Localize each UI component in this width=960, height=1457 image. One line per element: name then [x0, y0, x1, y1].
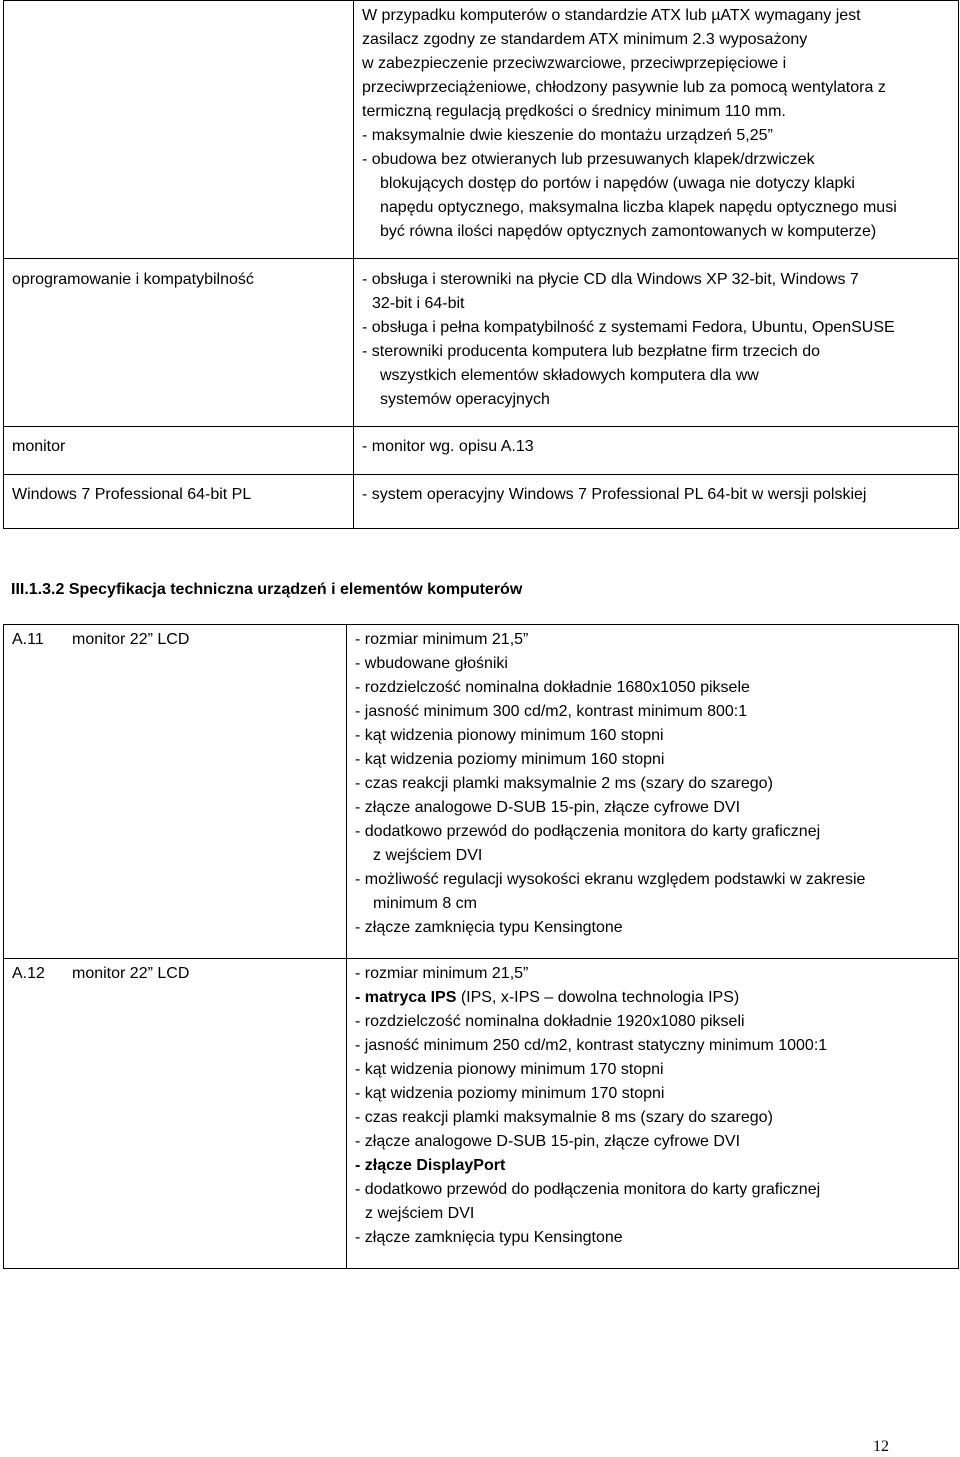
table-row: [4, 625, 959, 959]
value-line: być równa ilości napędów optycznych zamontowanych w komputerze): [380, 223, 877, 240]
value-line: zasilacz zgodny ze standardem ATX minimum 2.3 wyposażony: [362, 31, 808, 48]
spec-line: - złącze analogowe D-SUB 15-pin, złącze cyfrowe DVI: [355, 1133, 741, 1150]
value-line: termiczną regulacją prędkości o średnicy minimum 110 mm.: [362, 103, 786, 120]
spec-line: - wbudowane głośniki: [355, 655, 508, 672]
table-row: [4, 259, 959, 427]
value-line: - obsługa i pełna kompatybilność z systemami Fedora, Ubuntu, OpenSUSE: [362, 319, 895, 336]
value-line: - obudowa bez otwieranych lub przesuwanych klapek/drzwiczek: [362, 151, 815, 168]
item-spec: [347, 625, 959, 959]
spec-line: - złącze zamknięcia typu Kensingtone: [355, 1229, 623, 1246]
value-line: - obsługa i sterowniki na płycie CD dla Windows XP 32-bit, Windows 7: [362, 271, 859, 288]
spec-line: - kąt widzenia pionowy minimum 160 stopni: [355, 727, 664, 744]
value-line: W przypadku komputerów o standardzie ATX lub µATX wymagany jest: [362, 7, 861, 24]
row-value: [354, 475, 959, 529]
spec-line: minimum 8 cm: [373, 895, 478, 912]
value-line: blokujących dostęp do portów i napędów (uwaga nie dotyczy klapki: [380, 175, 855, 192]
spec-line: - rozdzielczość nominalna dokładnie 1920x1080 pikseli: [355, 1013, 745, 1030]
table-row: [4, 427, 959, 475]
spec-line: - kąt widzenia poziomy minimum 160 stopni: [355, 751, 665, 768]
spec-line: - kąt widzenia poziomy minimum 170 stopni: [355, 1085, 665, 1102]
row-label: monitor: [4, 427, 354, 475]
spec-line: - złącze zamknięcia typu Kensingtone: [355, 919, 623, 936]
spec-line: - dodatkowo przewód do podłączenia monitora do karty graficznej: [355, 1181, 821, 1198]
section-heading: III.1.3.2 Specyfikacja techniczna urządzeń i elementów komputerów: [11, 581, 523, 598]
spec-line: - rozmiar minimum 21,5”: [355, 631, 529, 648]
row-value: [354, 259, 959, 427]
value-line: systemów operacyjnych: [380, 391, 550, 408]
item-spec: [347, 959, 959, 1269]
spec-line: - czas reakcji plamki maksymalnie 8 ms (szary do szarego): [355, 1109, 773, 1126]
table-row: [4, 475, 959, 529]
value-line: w zabezpieczenie przeciwzwarciowe, przeciwprzepięciowe i: [362, 55, 787, 72]
value-line: wszystkich elementów składowych komputera dla ww: [380, 367, 759, 384]
value-line: - system operacyjny Windows 7 Professional PL 64-bit w wersji polskiej: [362, 486, 867, 503]
spec-line: - jasność minimum 250 cd/m2, kontrast statyczny minimum 1000:1: [355, 1037, 828, 1054]
spec-line: - jasność minimum 300 cd/m2, kontrast minimum 800:1: [355, 703, 748, 720]
spec-line: - rozdzielczość nominalna dokładnie 1680x1050 piksele: [355, 679, 750, 696]
spec-line: - czas reakcji plamki maksymalnie 2 ms (szary do szarego): [355, 775, 773, 792]
spec-line: z wejściem DVI: [373, 847, 483, 864]
row-value: [354, 1, 959, 259]
row-label: Windows 7 Professional 64-bit PL: [4, 475, 354, 529]
value-line: 32-bit i 64-bit: [372, 295, 465, 312]
spec-line: [355, 986, 950, 1010]
spec-detail: (IPS, x-IPS – dowolna technologia IPS): [460, 989, 740, 1006]
item-name: monitor 22” LCD: [68, 625, 347, 959]
spec-line: - rozmiar minimum 21,5”: [355, 965, 529, 982]
item-code: A.12: [4, 959, 69, 1269]
table-row: [4, 1, 959, 259]
page-number: 12: [873, 1438, 889, 1455]
item-name: monitor 22” LCD: [68, 959, 347, 1269]
value-line: przeciwprzeciążeniowe, chłodzony pasywnie lub za pomocą wentylatora z: [362, 79, 886, 96]
value-line: napędu optycznego, maksymalna liczba klapek napędu optycznego musi: [380, 199, 897, 216]
spec-emphasis: - matryca IPS: [355, 989, 457, 1006]
row-value: [354, 427, 959, 475]
spec-line: - dodatkowo przewód do podłączenia monitora do karty graficznej: [355, 823, 821, 840]
spec-line: - kąt widzenia pionowy minimum 170 stopni: [355, 1061, 664, 1078]
spec-line: z wejściem DVI: [365, 1205, 475, 1222]
row-label: [4, 1, 354, 259]
specification-table-monitors: [3, 624, 959, 1269]
specification-table-computer: [3, 0, 959, 529]
spec-line: - możliwość regulacji wysokości ekranu względem podstawki w zakresie: [355, 871, 866, 888]
item-code: A.11: [4, 625, 69, 959]
value-line: - monitor wg. opisu A.13: [362, 438, 534, 455]
spec-line: - złącze DisplayPort: [355, 1157, 506, 1174]
row-label: oprogramowanie i kompatybilność: [4, 259, 354, 427]
value-line: - sterowniki producenta komputera lub bezpłatne firm trzecich do: [362, 343, 820, 360]
table-row: [4, 959, 959, 1269]
spec-line: - złącze analogowe D-SUB 15-pin, złącze cyfrowe DVI: [355, 799, 741, 816]
value-line: - maksymalnie dwie kieszenie do montażu urządzeń 5,25”: [362, 127, 773, 144]
